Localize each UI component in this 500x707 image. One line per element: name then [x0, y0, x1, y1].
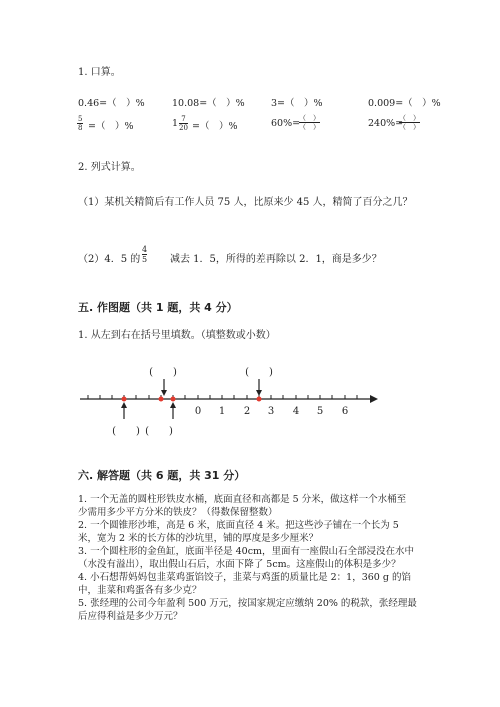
answer-fraction-blank: （ ） （ ）: [299, 114, 320, 131]
solve-line: 1. 一个无盖的圆柱形铁皮水桶，底面直径和高都是 5 分米，做这样一个水桶至: [78, 494, 407, 505]
solve-line: 3. 一个圆柱形的金鱼缸，底面半径是 40cm，里面有一座假山石全部浸没在水中: [78, 546, 415, 557]
point-marker: [171, 397, 176, 402]
solve-line: 4. 小石想帮妈妈包韭菜鸡蛋馅饺子，韭菜与鸡蛋的质量比是 2：1，360 g 的馅: [78, 572, 411, 583]
section6-heading: 六. 解答题（共 6 题，共 31 分）: [78, 469, 246, 482]
solve-line: 后应得利益是多少万元？: [78, 611, 183, 622]
solve-line: 中，韭菜和鸡蛋各有多少克？: [78, 585, 202, 596]
fraction-7-20: $\frac{7}{20}$: [179, 115, 188, 132]
word-problem-2-prefix: （2）4．5 的: [78, 254, 141, 265]
solve-line: 少需用多少平方分米的铁皮？（得数保留整数）: [78, 507, 278, 518]
arrow-right-icon: [370, 395, 378, 403]
word-problem-2-suffix: 减去 1．5，所得的差再除以 2．1，商是多少？: [170, 254, 382, 265]
calc-item-3: 3=（ ）%: [271, 98, 323, 109]
point-marker: [257, 397, 262, 402]
solve-line: （水没有溢出），取出假山石后，水面下降了 5cm。这座假山的体积是多少？: [78, 559, 401, 570]
mixed-whole: 1: [172, 118, 179, 129]
tick-label: 4: [292, 406, 300, 417]
section1-title: 1. 口算。: [78, 67, 121, 78]
section5-heading: 五. 作图题（共 1 题，共 4 分）: [78, 301, 238, 314]
calc-item-4: 0.009=（ ）%: [368, 98, 441, 109]
point-marker: [122, 397, 127, 402]
solve-line: 米，宽为 2 米的长方体的沙坑里，铺的厚度是多少厘米？: [78, 533, 319, 544]
answer-blank-bottom: ( ): [145, 426, 173, 437]
solve-line: 5. 张经理的公司今年盈利 500 万元，按国家规定应缴纳 20% 的税款，张经理最: [78, 598, 417, 609]
tick-label: 6: [341, 406, 349, 417]
drawing-question-1: 1. 从左到右在括号里填数。（填整数或小数）: [78, 330, 276, 341]
tick-label: 1: [218, 406, 226, 417]
word-problem-1: （1）某机关精简后有工作人员 75 人，比原来少 45 人，精简了百分之几？: [78, 197, 413, 208]
section2-title: 2. 列式计算。: [78, 162, 141, 173]
tick-label: 2: [243, 406, 251, 417]
calc-item-6-rest: =（ ）%: [192, 121, 238, 132]
calc-item-8-lhs: 240%=: [368, 118, 404, 129]
tick-label: 3: [267, 406, 275, 417]
tick-label: 5: [316, 406, 324, 417]
answer-fraction-blank: （ ） （ ）: [399, 114, 420, 131]
number-line: [0, 355, 500, 445]
tick-label: 0: [194, 406, 202, 417]
answer-blank-top: ( ): [245, 367, 273, 378]
answer-blank-bottom: ( ): [112, 426, 140, 437]
fraction-5-8: $\frac{5}{8}$: [78, 115, 83, 132]
calc-item-7-lhs: 60%=: [271, 118, 301, 129]
point-marker: [159, 397, 164, 402]
answer-blank-top: ( ): [149, 367, 177, 378]
solve-line: 2. 一个圆锥形沙堆，高是 6 米，底面直径 4 米。把这些沙子铺在一个长为 5: [78, 520, 399, 531]
fraction-4-5: $\frac{4}{5}$: [142, 245, 148, 264]
calc-item-1: 0.46=（ ）%: [78, 98, 145, 109]
calc-item-2: 10.08=（ ）%: [172, 98, 245, 109]
calc-item-5-rest: =（ ）%: [88, 121, 134, 132]
